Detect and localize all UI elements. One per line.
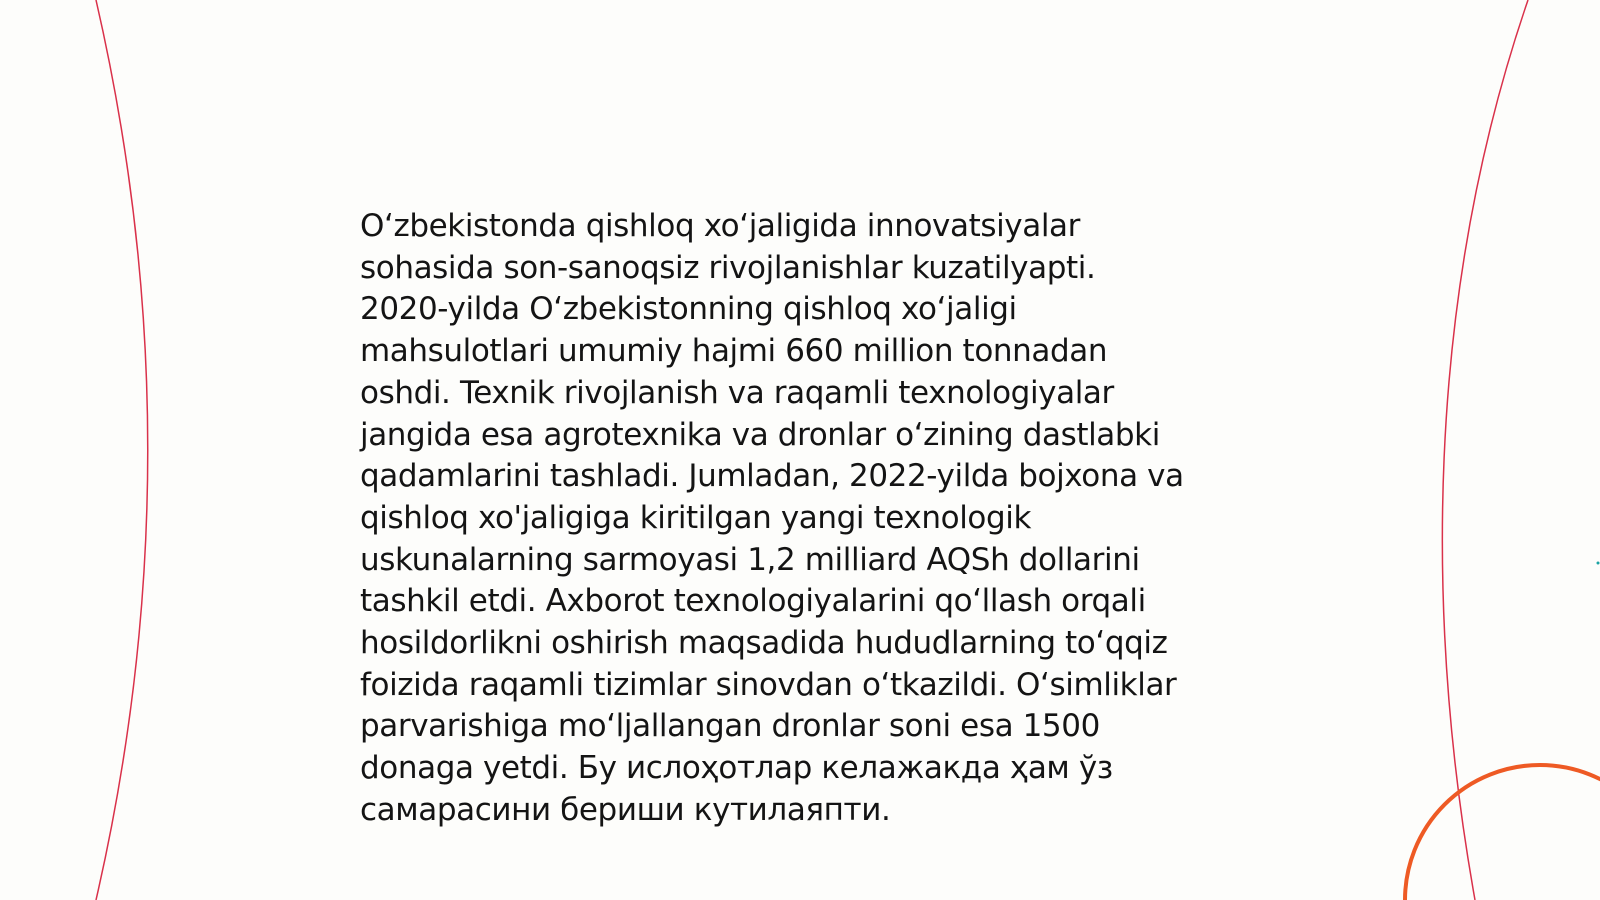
body-text: O‘zbekistonda qishloq xo‘jaligida innovatsiyalar sohasida son-sanoqsiz rivojlanishlar kuzatilyapti. 2020-yilda O‘zbekistonning qishloq xo‘jaligi mahsulotlari umumiy hajmi 660 million tonnadan oshdi. Texnik rivojlanish va raqamli texnologiyalar jangida esa agrotexnika va dronlar o‘zining dastlabki qadamlarini tashladi. Jumladan, 2022-yilda bojxona va qishloq xo'jaligiga kiritilgan yangi texnologik uskunalarning sarmoyasi 1,2 milliard AQSh dollarini tashkil etdi. Axborot texnologiyalarini qo‘llash orqali hosildorlikni oshirish maqsadida hududlarning to‘qqiz foizida raqamli tizimlar sinovdan o‘tkazildi. O‘simliklar parvarishiga mo‘ljallangan dronlar soni esa 1500 donaga yetdi. Бу ислоҳотлар келажакда ҳам ўз самарасини бериши кутилаяпти.: [360, 208, 1184, 828]
right-curve-line: [1442, 0, 1528, 900]
accent-arc: [1405, 765, 1600, 900]
left-curve-line: [96, 0, 148, 900]
accent-dot: [1597, 562, 1600, 565]
